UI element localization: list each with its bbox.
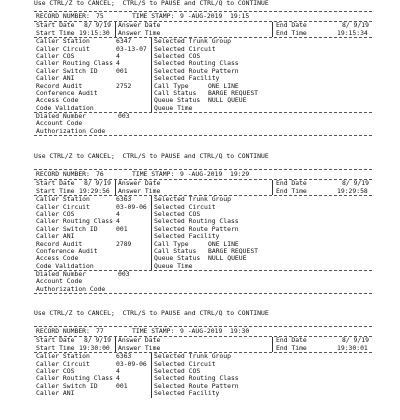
- record-number: 77: [96, 327, 104, 335]
- selected-route-pattern-label: Selected Route Pattern: [154, 66, 239, 75]
- account-code-label: Account Code: [36, 119, 83, 128]
- caller-station-label: Caller Station: [36, 37, 90, 46]
- caller-switch-id-label: Caller Switch ID: [36, 66, 98, 75]
- caller-cos: 4: [116, 51, 120, 60]
- caller-ani-label: Caller ANI: [36, 232, 75, 241]
- end-time-label: End Time: [276, 28, 307, 37]
- caller-block: [34, 196, 372, 270]
- banner-2: Use CTRL/Z to CANCEL; CTRL/S to PAUSE and CTRL/Q to CONTINUE: [34, 152, 269, 160]
- caller-ani-label: Caller ANI: [36, 389, 75, 398]
- start-time: 19:15:30: [79, 28, 110, 37]
- start-time: 19:29:56: [79, 186, 110, 195]
- caller-circuit: 03-13-07: [116, 44, 147, 53]
- dialed-number-label: Dialed Number: [36, 270, 87, 279]
- authorization-code-label: Authorization Code: [36, 126, 106, 135]
- selected-circuit-label: Selected Circuit: [154, 359, 216, 368]
- end-time: 19:30:01: [337, 343, 368, 352]
- start-time-label: Start Time: [36, 186, 75, 195]
- record-audit-label: Record Audit: [36, 239, 83, 248]
- banner-3: Use CTRL/Z to CANCEL; CTRL/S to PAUSE and CTRL/Q to CONTINUE: [34, 309, 269, 317]
- time-stamp-label: TIME STAMP:: [132, 12, 175, 20]
- caller-routing-class: 4: [116, 217, 120, 226]
- dialed-block: [34, 271, 372, 293]
- start-date: 8/ 9/19: [84, 336, 111, 345]
- selected-trunk-group-label: Selected Trunk Group: [154, 37, 231, 46]
- caller-cos-label: Caller COS: [36, 209, 75, 218]
- call-status-label: Call Status: [154, 88, 197, 97]
- selected-routing-class-label: Selected Routing Class: [154, 59, 239, 68]
- selected-route-pattern-label: Selected Route Pattern: [154, 224, 239, 233]
- selected-routing-class-label: Selected Routing Class: [154, 374, 239, 383]
- selected-routing-class-label: Selected Routing Class: [154, 217, 239, 226]
- selected-route-pattern-label: Selected Route Pattern: [154, 381, 239, 390]
- caller-cos: 4: [116, 366, 120, 375]
- call-status-label: Call Status: [154, 246, 197, 255]
- account-code-label: Account Code: [36, 277, 83, 286]
- caller-cos-label: Caller COS: [36, 366, 75, 375]
- record-number: 75: [96, 12, 104, 20]
- record-number-label: RECORD NUMBER:: [36, 170, 90, 178]
- caller-circuit-label: Caller Circuit: [36, 44, 90, 53]
- end-date: 8/ 9/19: [342, 179, 369, 188]
- answer-time-label: Answer Time: [118, 28, 161, 37]
- caller-circuit-label: Caller Circuit: [36, 359, 90, 368]
- queue-time-label: Queue Time: [154, 261, 193, 270]
- selected-cos-label: Selected COS: [154, 51, 201, 60]
- times-block: [34, 180, 372, 195]
- caller-routing-class-label: Caller Routing Class: [36, 59, 113, 68]
- answer-time-label: Answer Time: [118, 186, 161, 195]
- start-date-label: Start Date: [36, 336, 75, 345]
- caller-switch-id-label: Caller Switch ID: [36, 381, 98, 390]
- end-date-label: End Date: [276, 336, 307, 345]
- queue-status: NULL QUEUE: [208, 96, 247, 105]
- start-date-label: Start Date: [36, 179, 75, 188]
- call-status: BARGE REQUEST: [208, 246, 259, 255]
- selected-facility-label: Selected Facility: [154, 74, 220, 83]
- conference-audit-label: Conference Audit: [36, 88, 98, 97]
- caller-circuit: 03-09-06: [116, 359, 147, 368]
- call-type-label: Call Type: [154, 239, 189, 248]
- selected-trunk-group-label: Selected Trunk Group: [154, 352, 231, 361]
- dialed-number-label: Dialed Number: [36, 112, 87, 121]
- record-audit: 2789: [116, 239, 132, 248]
- caller-switch-id: 001: [116, 224, 128, 233]
- record-75: [34, 11, 372, 136]
- caller-cos-label: Caller COS: [36, 51, 75, 60]
- time-stamp: 9 -AUG-2019 19:15: [180, 12, 250, 20]
- selected-trunk-group-label: Selected Trunk Group: [154, 195, 231, 204]
- end-time-label: End Time: [276, 343, 307, 352]
- caller-station-label: Caller Station: [36, 352, 90, 361]
- call-type: ONE LINE: [208, 239, 239, 248]
- queue-status: NULL QUEUE: [208, 254, 247, 263]
- queue-status-label: Queue Status: [154, 96, 201, 105]
- answer-time-label: Answer Time: [118, 343, 161, 352]
- dialed-number: 003: [118, 112, 130, 121]
- caller-circuit-label: Caller Circuit: [36, 202, 90, 211]
- start-date-label: Start Date: [36, 21, 75, 30]
- caller-block: [34, 353, 372, 397]
- access-code-label: Access Code: [36, 254, 79, 263]
- dialed-block: [34, 113, 372, 135]
- record-audit-label: Record Audit: [36, 81, 83, 90]
- code-validation-label: Code Validation: [36, 261, 94, 270]
- caller-ani-label: Caller ANI: [36, 74, 75, 83]
- record-number-label: RECORD NUMBER:: [36, 327, 90, 335]
- caller-circuit: 03-09-06: [116, 202, 147, 211]
- end-time: 19:15:34: [337, 28, 368, 37]
- answer-date-label: Answer Date: [118, 21, 161, 30]
- answer-date-label: Answer Date: [118, 336, 161, 345]
- conference-audit-label: Conference Audit: [36, 246, 98, 255]
- start-time-label: Start Time: [36, 28, 75, 37]
- record-number: 76: [96, 170, 104, 178]
- caller-routing-class-label: Caller Routing Class: [36, 374, 113, 383]
- end-date-label: End Date: [276, 21, 307, 30]
- end-date: 8/ 9/19: [342, 21, 369, 30]
- answer-date-label: Answer Date: [118, 179, 161, 188]
- selected-cos-label: Selected COS: [154, 366, 201, 375]
- caller-station: 6363: [116, 195, 132, 204]
- call-type-label: Call Type: [154, 81, 189, 90]
- caller-cos: 4: [116, 209, 120, 218]
- end-date-label: End Date: [276, 179, 307, 188]
- time-stamp: 9 -AUG-2019 19:29: [180, 170, 250, 178]
- end-time: 19:29:58: [337, 186, 368, 195]
- end-date: 8/ 9/19: [342, 336, 369, 345]
- caller-routing-class-label: Caller Routing Class: [36, 217, 113, 226]
- caller-station: 6363: [116, 352, 132, 361]
- times-block: [34, 337, 372, 352]
- start-time: 19:30:00: [79, 343, 110, 352]
- dialed-number: 003: [118, 270, 130, 279]
- call-status: BARGE REQUEST: [208, 88, 259, 97]
- start-date: 8/ 9/19: [84, 179, 111, 188]
- access-code-label: Access Code: [36, 96, 79, 105]
- selected-circuit-label: Selected Circuit: [154, 202, 216, 211]
- caller-station-label: Caller Station: [36, 195, 90, 204]
- time-stamp: 9 -AUG-2019 19:30: [180, 327, 250, 335]
- record-audit: 2752: [116, 81, 132, 90]
- caller-switch-id: 001: [116, 66, 128, 75]
- banner-1: Use CTRL/Z to CANCEL; CTRL/S to PAUSE and CTRL/Q to CONTINUE: [34, 0, 269, 7]
- caller-routing-class: 4: [116, 374, 120, 383]
- authorization-code-label: Authorization Code: [36, 284, 106, 293]
- selected-cos-label: Selected COS: [154, 209, 201, 218]
- end-time-label: End Time: [276, 186, 307, 195]
- time-stamp-label: TIME STAMP:: [132, 170, 175, 178]
- caller-routing-class: 4: [116, 59, 120, 68]
- selected-circuit-label: Selected Circuit: [154, 44, 216, 53]
- record-76: [34, 169, 372, 294]
- caller-block: [34, 38, 372, 112]
- start-date: 8/ 9/19: [84, 21, 111, 30]
- caller-station: 6347: [116, 37, 132, 46]
- queue-status-label: Queue Status: [154, 254, 201, 263]
- selected-facility-label: Selected Facility: [154, 232, 220, 241]
- time-stamp-label: TIME STAMP:: [132, 327, 175, 335]
- caller-switch-id-label: Caller Switch ID: [36, 224, 98, 233]
- record-number-label: RECORD NUMBER:: [36, 12, 90, 20]
- caller-switch-id: 001: [116, 381, 128, 390]
- record-77: [34, 326, 372, 398]
- times-block: [34, 22, 372, 37]
- queue-time-label: Queue Time: [154, 103, 193, 112]
- selected-facility-label: Selected Facility: [154, 389, 220, 398]
- call-type: ONE LINE: [208, 81, 239, 90]
- start-time-label: Start Time: [36, 343, 75, 352]
- code-validation-label: Code Validation: [36, 103, 94, 112]
